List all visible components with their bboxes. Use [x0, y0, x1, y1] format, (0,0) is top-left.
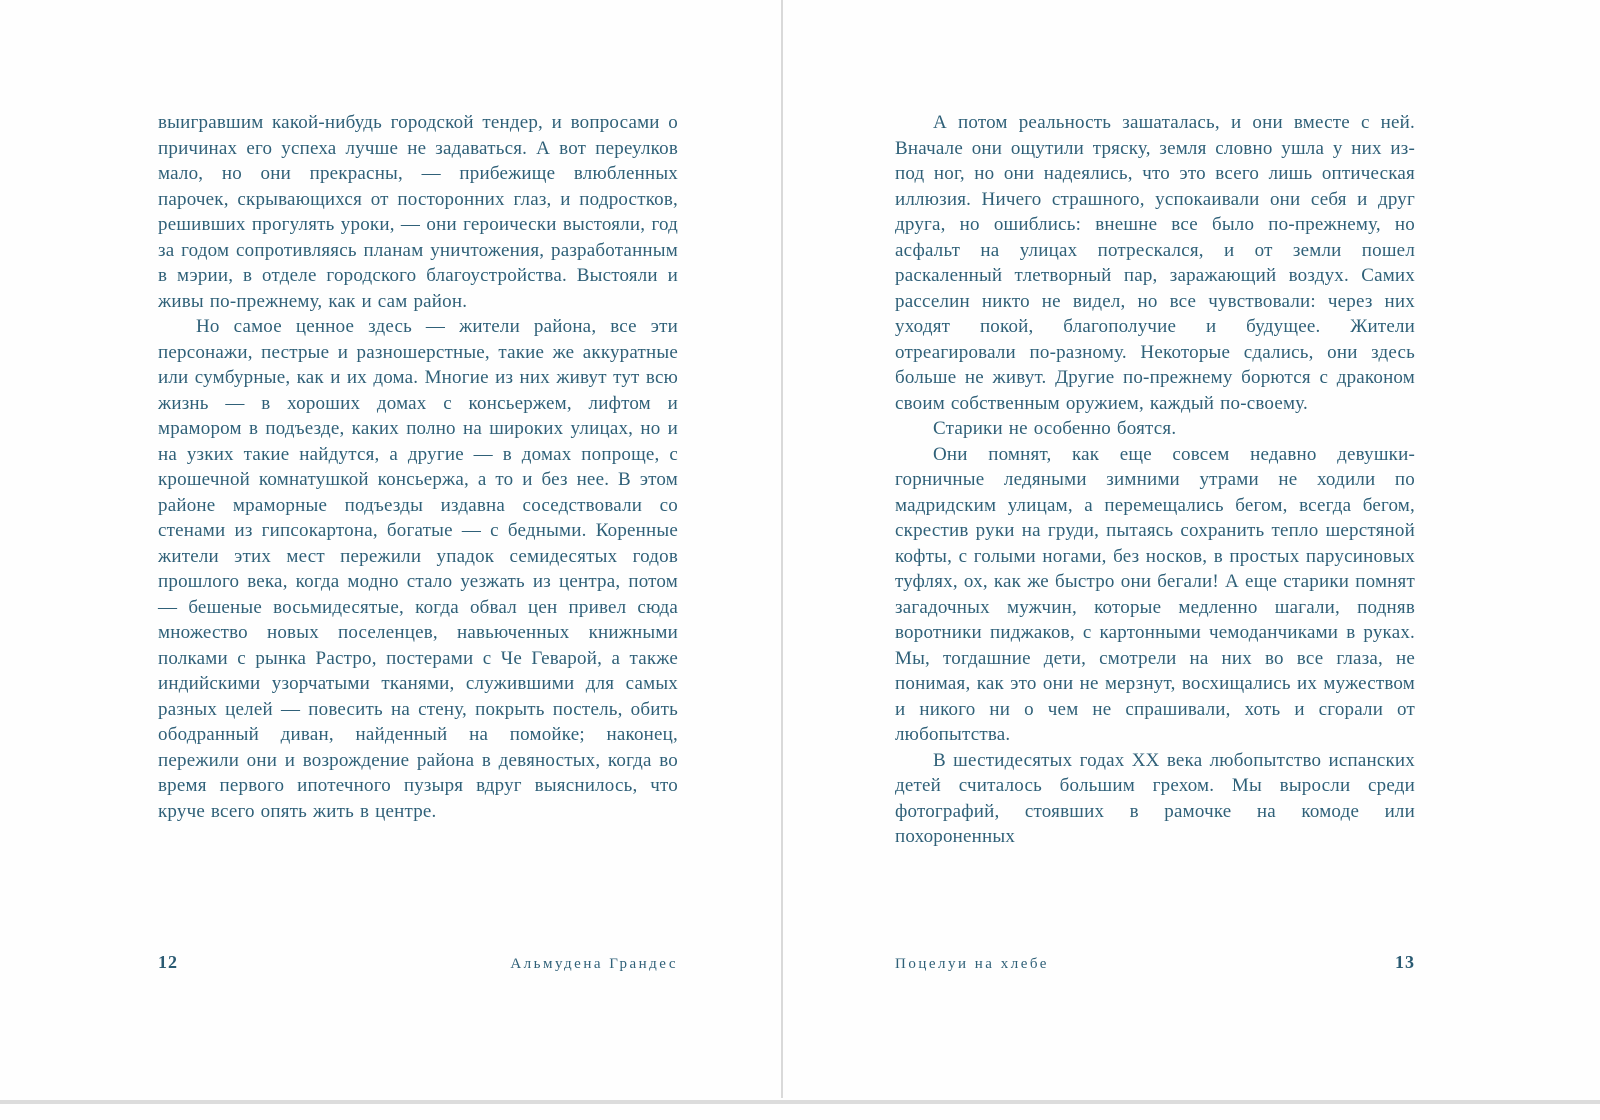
left-page: [158, 110, 678, 824]
right-page-number: 13: [1395, 952, 1415, 972]
running-head-author: Альмудена Грандес: [510, 956, 678, 972]
paragraph: Старики не особенно боятся.: [933, 418, 1177, 439]
paragraph: В шестидесятых годах XX века любопытство испанских детей считалось большим грехом. Мы выросли среди фотографий, стоявших в рамочке на комоде или похороненных: [895, 749, 1415, 847]
paragraph: выигравшим какой-нибудь городской тендер, и вопросами о причинах его успеха лучше не задаваться. А вот переулков мало, но они прекрасны, — прибежище влюбленных парочек, скрывающихся от посторонних глаз, и подростков, решивших прогулять уроки, — они героически выстояли, год за годом сопротивляясь планам уничтожения, разработанным в мэрии, в отделе городского благоустройства. Выстояли и живы по-прежнему, как и сам район.: [158, 112, 678, 312]
paragraph: Они помнят, как еще совсем недавно девушки-горничные ледяными зимними утрами не ходили по мадридским улицам, а перемещались бегом, всегда бегом, скрестив руки на груди, пытаясь сохранить тепло шерстяной кофты, с голыми ногами, без носков, в простых парусиновых туфлях, ох, как же быстро они бегали! А еще старики помнят загадочных мужчин, которые медленно шагали, подняв воротники пиджаков, с картонными чемоданчиками в руках. Мы, тогдашние дети, смотрели на них во все глаза, не понимая, как это они не мерзнут, восхищались их мужеством и никого ни о чем не спрашивали, хоть и сгорали от любопытства.: [895, 443, 1415, 745]
paragraph: Но самое ценное здесь — жители района, все эти персонажи, пестрые и разношерстные, такие же аккуратные или сумбурные, как и их дома. Многие из них живут тут всю жизнь — в хороших домах с консьержем, лифтом и мрамором в подъезде, каких полно на широких улицах, но и на узких такие найдутся, а другие — в домах попроще, с крошечной комнатушкой консьержа, а то и без нее. В этом районе мраморные подъезды издавна соседствовали со стенами из гипсокартона, богатые — с бедными. Коренные жители этих мест пережили упадок семидесятых годов прошлого века, когда модно стало уезжать из центра, потом — бешеные восьмидесятые, когда обвал цен привел сюда множество новых поселенцев, навьюченных книжными полками с рынка Растро, постерами с Че Геварой, а также индийскими узорчатыми тканями, служившими для самых разных целей — повесить на стену, покрыть постель, обить ободранный диван, найденный на помойке; наконец, пережили они и возрождение района в девяностых, когда во время первого ипотечного пузыря вдруг выяснилось, что круче всего опять жить в центре.: [158, 316, 678, 822]
left-page-text: [158, 110, 678, 824]
paragraph: А потом реальность зашаталась, и они вместе с ней. Вначале они ощутили тряску, земля словно ушла у них из-под ног, но они надеялись, что это всего лишь оптическая иллюзия. Ничего страшного, успокаивали они себя и друг друга, но ошиблись: внешне все было по-прежнему, но асфальт на улицах потрескался, и от земли пошел раскаленный тлетворный пар, заражающий воздух. Самих расселин никто не видел, но все чувствовали: через них уходят покой, благополучие и будущее. Жители отреагировали по-разному. Некоторые сдались, они здесь больше не живут. Другие по-прежнему борются с драконом своим собственным оружием, каждый по-своему.: [895, 112, 1415, 414]
bottom-edge-line: [0, 1100, 1600, 1104]
page-divider: [781, 0, 783, 1098]
right-page: [895, 110, 1415, 850]
left-page-footer: [158, 952, 678, 973]
left-page-number: 12: [158, 952, 178, 972]
right-page-text: [895, 110, 1415, 850]
running-head-title: Поцелуи на хлебе: [895, 956, 1049, 972]
right-page-footer: [895, 952, 1415, 973]
